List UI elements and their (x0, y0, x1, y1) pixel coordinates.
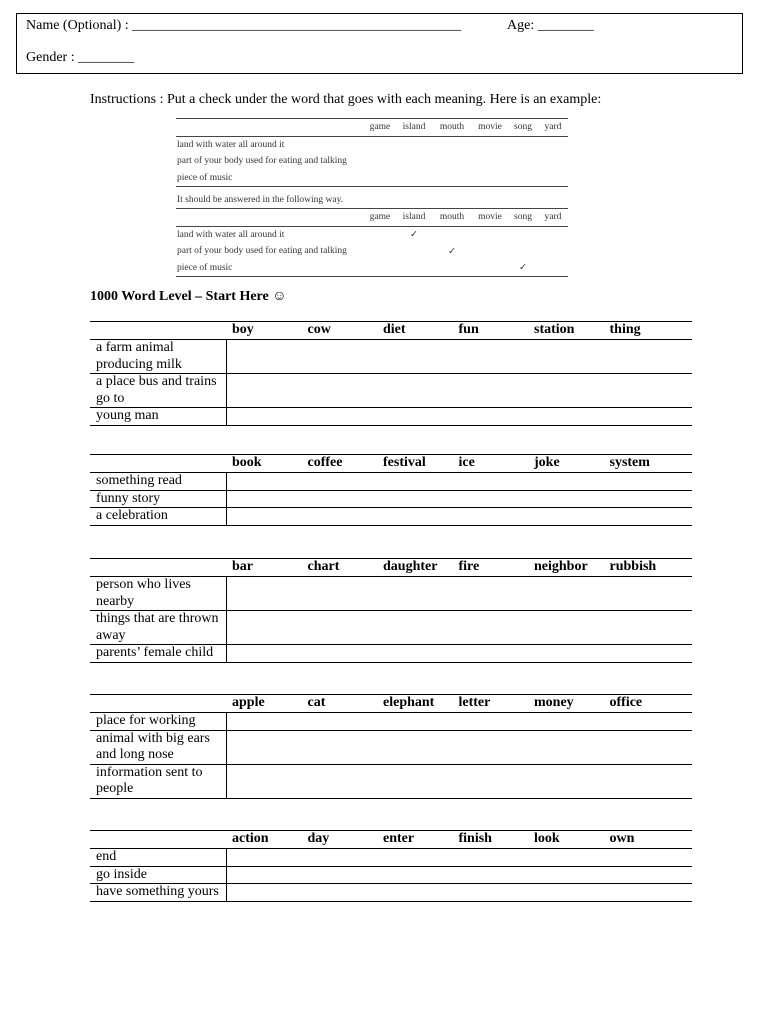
example-header-row (176, 209, 568, 227)
word-option: office (604, 695, 693, 713)
word-option: enter (377, 831, 453, 849)
word-option: finish (453, 831, 529, 849)
answer-cell[interactable] (377, 884, 453, 902)
answer-cell[interactable] (528, 764, 604, 798)
word-option: festival (377, 455, 453, 473)
answer-cell[interactable] (377, 764, 453, 798)
word-option: action (226, 831, 302, 849)
answer-cell[interactable] (528, 866, 604, 884)
example-answer-row (176, 243, 568, 260)
meaning-row (90, 490, 692, 508)
answer-cell[interactable] (377, 866, 453, 884)
answer-cell[interactable] (528, 713, 604, 731)
meaning-text: parents’ female child (90, 645, 226, 663)
answer-cell[interactable] (302, 645, 378, 663)
level-title: 1000 Word Level – Start Here ☺ (90, 289, 287, 304)
name-field[interactable] (26, 18, 461, 34)
example-meaning: piece of music (176, 170, 364, 187)
meaning-text: a farm animal producing milk (90, 340, 226, 374)
answer-cell[interactable] (528, 490, 604, 508)
answer-cell[interactable] (604, 884, 693, 902)
answer-cell[interactable] (528, 577, 604, 611)
meaning-text: go inside (90, 866, 226, 884)
meaning-text: a place bus and trains go to (90, 374, 226, 408)
word-option: diet (377, 322, 453, 340)
answer-cell[interactable] (528, 508, 604, 526)
answer-cell[interactable] (302, 577, 378, 611)
example-header-row (176, 119, 568, 137)
answer-cell[interactable] (528, 884, 604, 902)
meaning-row (90, 764, 692, 798)
answer-cell[interactable] (453, 473, 529, 491)
meaning-text: animal with big ears and long nose (90, 730, 226, 764)
example-word: game (364, 119, 396, 137)
answer-cell[interactable] (377, 713, 453, 731)
gender-blank[interactable]: ________ (78, 50, 135, 65)
word-option: cow (302, 322, 378, 340)
answer-cell[interactable] (377, 473, 453, 491)
meaning-row (90, 340, 692, 374)
word-option: ice (453, 455, 529, 473)
meaning-row (90, 577, 692, 611)
name-blank[interactable]: _______________________________________________ (132, 18, 462, 33)
gender-label: Gender : (26, 50, 75, 65)
answer-cell[interactable] (453, 340, 529, 374)
answer-cell[interactable] (604, 611, 693, 645)
example-word: song (508, 119, 538, 137)
answer-cell[interactable] (604, 577, 693, 611)
word-header-row (90, 559, 692, 577)
answer-cell[interactable] (377, 577, 453, 611)
answer-cell[interactable] (377, 374, 453, 408)
example-meaning: piece of music (176, 260, 364, 277)
answer-cell[interactable] (528, 408, 604, 426)
answer-cell[interactable] (302, 730, 378, 764)
question-group-2 (90, 454, 692, 526)
example-image (176, 118, 568, 277)
answer-cell[interactable] (453, 764, 529, 798)
checkmark-icon: ✓ (508, 260, 538, 277)
respondent-info-box (16, 13, 743, 74)
answer-cell[interactable] (453, 713, 529, 731)
word-option: apple (226, 695, 302, 713)
answer-cell[interactable] (226, 473, 302, 491)
example-answer-row (176, 226, 568, 243)
answer-cell[interactable] (528, 730, 604, 764)
answer-cell[interactable] (226, 408, 302, 426)
meaning-row (90, 408, 692, 426)
answer-cell[interactable] (528, 340, 604, 374)
word-option: letter (453, 695, 529, 713)
answer-cell[interactable] (377, 730, 453, 764)
answer-cell[interactable] (302, 866, 378, 884)
answer-cell[interactable] (453, 611, 529, 645)
example-row (176, 136, 568, 153)
answer-cell[interactable] (302, 713, 378, 731)
answer-cell[interactable] (302, 508, 378, 526)
word-option: day (302, 831, 378, 849)
meaning-text: have something yours (90, 884, 226, 902)
example-meaning: land with water all around it (177, 229, 285, 240)
answer-cell[interactable] (377, 340, 453, 374)
answer-cell[interactable] (377, 645, 453, 663)
age-field[interactable] (507, 18, 594, 34)
word-option: fun (453, 322, 529, 340)
example-meaning: part of your body used for eating and talking (177, 156, 347, 167)
answer-cell[interactable] (377, 490, 453, 508)
word-option: thing (604, 322, 693, 340)
answer-cell[interactable] (302, 473, 378, 491)
meaning-text: person who lives nearby (90, 577, 226, 611)
example-word: mouth (432, 119, 472, 137)
example-word: island (396, 209, 432, 227)
instructions-text: Instructions : Put a check under the word that goes with each meaning. Here is an example: (90, 92, 602, 107)
answer-cell[interactable] (226, 340, 302, 374)
meaning-text: information sent to people (90, 764, 226, 798)
answer-cell[interactable] (226, 849, 302, 867)
word-header-row (90, 695, 692, 713)
answer-cell[interactable] (377, 508, 453, 526)
meaning-text: things that are thrown away (90, 611, 226, 645)
answer-cell[interactable] (226, 764, 302, 798)
answer-cell[interactable] (453, 730, 529, 764)
example-word: yard (538, 119, 568, 137)
example-word: movie (472, 119, 508, 137)
answer-cell[interactable] (604, 408, 693, 426)
answer-cell[interactable] (604, 849, 693, 867)
example-meaning: part of your body used for eating and talking (177, 246, 347, 257)
name-label: Name (Optional) : (26, 18, 129, 33)
word-header-row (90, 322, 692, 340)
word-option: neighbor (528, 559, 604, 577)
question-group-5 (90, 830, 692, 902)
word-option: fire (453, 559, 529, 577)
example-table-blank (176, 118, 568, 187)
answer-cell[interactable] (377, 611, 453, 645)
answer-cell[interactable] (226, 645, 302, 663)
word-option: station (528, 322, 604, 340)
age-blank[interactable]: ________ (537, 18, 594, 33)
meaning-text: something read (90, 473, 226, 491)
answer-cell[interactable] (453, 849, 529, 867)
answer-cell[interactable] (528, 473, 604, 491)
meaning-text: young man (90, 408, 226, 426)
example-word: yard (538, 209, 568, 227)
word-option: bar (226, 559, 302, 577)
gender-field[interactable] (26, 50, 134, 66)
answer-cell[interactable] (528, 849, 604, 867)
answer-cell[interactable] (604, 713, 693, 731)
meaning-text: place for working (90, 713, 226, 731)
meaning-row (90, 473, 692, 491)
answer-cell[interactable] (226, 713, 302, 731)
answer-cell[interactable] (604, 645, 693, 663)
example-word: island (396, 119, 432, 137)
answer-cell[interactable] (453, 884, 529, 902)
answer-cell[interactable] (377, 408, 453, 426)
meaning-row (90, 713, 692, 731)
word-option: daughter (377, 559, 453, 577)
answer-cell[interactable] (528, 611, 604, 645)
word-header-row (90, 455, 692, 473)
answer-cell[interactable] (604, 508, 693, 526)
meaning-row (90, 849, 692, 867)
meaning-row (90, 374, 692, 408)
example-answer-row (176, 260, 568, 277)
word-option: system (604, 455, 693, 473)
meaning-row (90, 508, 692, 526)
answer-cell[interactable] (528, 374, 604, 408)
example-word: mouth (432, 209, 472, 227)
answer-cell[interactable] (302, 374, 378, 408)
word-option: elephant (377, 695, 453, 713)
answer-cell[interactable] (226, 374, 302, 408)
answer-cell[interactable] (302, 611, 378, 645)
example-word: movie (472, 209, 508, 227)
answer-cell[interactable] (453, 408, 529, 426)
answer-cell[interactable] (226, 611, 302, 645)
answer-cell[interactable] (226, 577, 302, 611)
answer-cell[interactable] (226, 490, 302, 508)
age-label: Age: (507, 18, 535, 33)
word-option: look (528, 831, 604, 849)
answer-cell[interactable] (377, 849, 453, 867)
word-option: boy (226, 322, 302, 340)
meaning-row (90, 730, 692, 764)
example-row (176, 170, 568, 187)
answer-cell[interactable] (302, 884, 378, 902)
answer-cell[interactable] (604, 473, 693, 491)
answer-cell[interactable] (453, 577, 529, 611)
answer-cell[interactable] (604, 340, 693, 374)
question-group-3 (90, 558, 692, 663)
answer-cell[interactable] (604, 490, 693, 508)
answer-cell[interactable] (226, 508, 302, 526)
checkmark-icon: ✓ (448, 246, 456, 257)
answer-cell[interactable] (604, 730, 693, 764)
meaning-row (90, 884, 692, 902)
word-option: money (528, 695, 604, 713)
answer-cell[interactable] (528, 645, 604, 663)
word-header-row (90, 831, 692, 849)
answer-cell[interactable] (302, 490, 378, 508)
word-option: joke (528, 455, 604, 473)
word-option: own (604, 831, 693, 849)
example-table-answered (176, 208, 568, 277)
answer-cell[interactable] (302, 764, 378, 798)
meaning-row (90, 866, 692, 884)
word-option: coffee (302, 455, 378, 473)
answer-cell[interactable] (453, 866, 529, 884)
example-meaning: land with water all around it (177, 139, 285, 150)
meaning-text: funny story (90, 490, 226, 508)
answer-cell[interactable] (453, 374, 529, 408)
answer-cell[interactable] (604, 866, 693, 884)
answer-cell[interactable] (453, 645, 529, 663)
answer-cell[interactable] (226, 730, 302, 764)
meaning-row (90, 645, 692, 663)
meaning-text: end (90, 849, 226, 867)
meaning-row (90, 611, 692, 645)
example-word: game (364, 209, 396, 227)
answer-cell[interactable] (604, 764, 693, 798)
answer-cell[interactable] (453, 508, 529, 526)
answer-cell[interactable] (226, 884, 302, 902)
meaning-text: a celebration (90, 508, 226, 526)
word-option: book (226, 455, 302, 473)
answer-cell[interactable] (226, 866, 302, 884)
word-option: chart (302, 559, 378, 577)
question-group-1 (90, 321, 692, 426)
answer-cell[interactable] (453, 490, 529, 508)
answer-cell[interactable] (302, 340, 378, 374)
answer-cell[interactable] (604, 374, 693, 408)
word-option: rubbish (604, 559, 693, 577)
word-option: cat (302, 695, 378, 713)
question-group-4 (90, 694, 692, 799)
answer-cell[interactable] (302, 849, 378, 867)
example-word: song (508, 209, 538, 227)
example-row (176, 153, 568, 170)
example-answer-note: It should be answered in the following way. (177, 195, 344, 205)
answer-cell[interactable] (302, 408, 378, 426)
checkmark-icon: ✓ (410, 230, 418, 241)
